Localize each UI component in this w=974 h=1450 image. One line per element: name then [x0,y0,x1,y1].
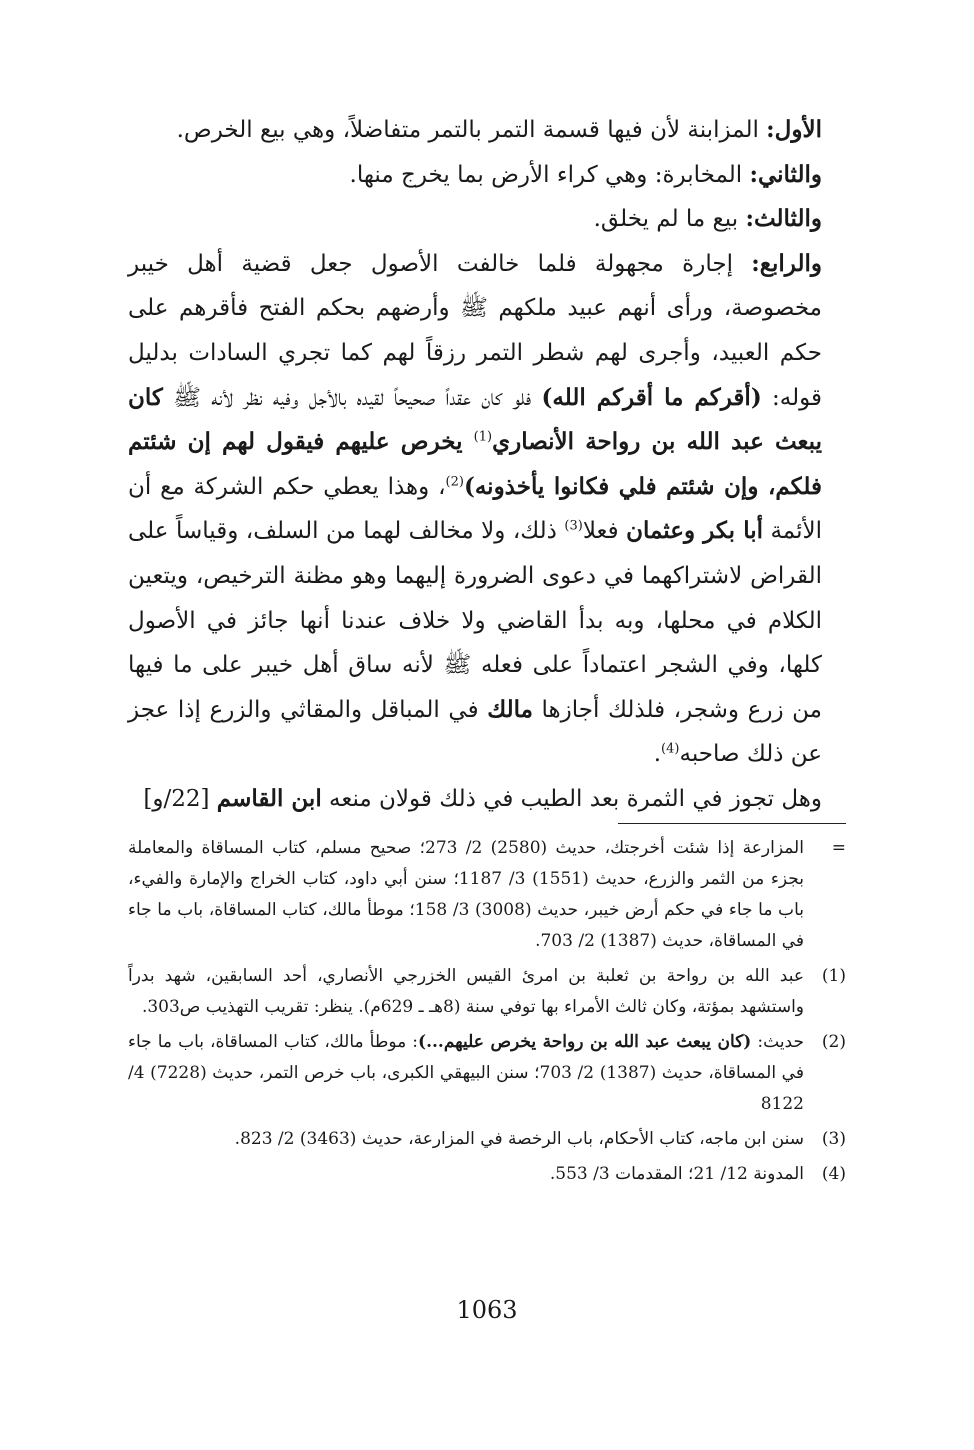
footnote-continued [128,833,846,957]
footnote-text: المزارعة إذا شئت أخرجتك، حديث (2580) 2/ 273؛ صحيح مسلم، كتاب المساقاة والمعاملة بجزء من الثمر والزرع، حديث (1551) 3/ 1187؛ سنن أبي داود، كتاب الخراج والإمارة والفيء، باب ما جاء في حكم أرض خيبر، حديث (3008) 3/ 158؛ موطأ مالك، كتاب المساقاة، باب ما جاء في المساقاة، حديث (1387) 2/ 703. [128,838,804,951]
footnote-number: (2) [821,1032,846,1052]
footnote-ref-2[interactable]: (2) [445,474,464,490]
footnote-3 [128,1124,846,1155]
manuscript-folio-marker: [22/و] [143,785,217,812]
heading-third: والثالث: [745,205,822,233]
footnote-text: المدونة 12/ 21؛ المقدمات 3/ 553. [549,1164,804,1184]
paragraph-first: الأول: المزابنة لأن فيها قسمة التمر بالتمر متفاضلاً، وهي بيع الخرص. [176,116,822,143]
footnote-number: (3) [821,1129,846,1149]
footnote-text: حديث: (كان يبعث عبد الله بن رواحة يخرص عليهم...): موطأ مالك، كتاب المساقاة، باب ما جاء في المساقاة، حديث (1387) 2/ 703؛ سنن البيهقي الكبرى، باب خرص التمر، حديث (7228) 4/ 8122 [128,1032,804,1114]
footnote-ref-3[interactable]: (3) [564,518,583,534]
footnotes [128,833,846,1194]
footnote-number: = [831,838,846,858]
heading-second: والثاني: [749,160,822,188]
footnote-4 [128,1159,846,1190]
paragraph-fifth: وهل تجوز في الثمرة بعد الطيب في ذلك قولان منعه ابن القاسم [22/و] [143,784,822,812]
footnote-ref-1[interactable]: (1) [473,429,493,445]
footnote-2 [128,1027,846,1120]
heading-first: الأول: [766,116,822,143]
footnote-separator [618,823,846,824]
paragraph-fourth: والرابع: إجارة مجهولة فلما خالفت الأصول جعل قضية أهل خيبر مخصوصة، ورأى أنهم عبيد ملكهم ﷺ وأرضهم بحكم الفتح فأقرهم على حكم العبيد، وأجرى لهم شطر التمر رزقاً لهم كما تجري السادات بدليل قوله: (أقركم ما أقركم الله) فلو كان عقداً صحيحاً لقيده بالأجل وفيه نظر لأنه ﷺ كان يبعث عبد الله بن رواحة الأنصاري$^{(1)}$ يخرص عليهم فيقول لهم إن شئتم فلكم، وإن شئتم فلي فكانوا يأخذونه)$^{(2)}$، وهذا يعطي حكم الشركة مع أن الأئمة أبا بكر وعثمان فعلا$^{(3)}$ ذلك، ولا مخالف لهما من السلف، وقياساً على القراض لاشتراكهما في دعوى الضرورة إليهما وهو مظنة الترخيص، ويتعين الكلام في محلها، وبه بدأ القاضي ولا خلاف عندنا أنها جائز في الأصول كلها، وفي الشجر اعتماداً على فعله ﷺ لأنه ساق أهل خيبر على ما فيها من زرع وشجر، فلذلك أجازها مالك في المباقل والمقاثي والزرع إذا عجز عن ذلك صاحبه$^{(4)}$. [128,249,823,768]
footnote-ref-4[interactable]: (4) [661,741,680,757]
paragraph-third: والثالث: بيع ما لم يخلق. [593,205,822,233]
heading-fourth: والرابع: [751,249,822,277]
paragraph-second: والثاني: المخابرة: وهي كراء الأرض بما يخرج منها. [349,160,822,188]
footnote-1 [128,961,846,1023]
footnote-number: (4) [821,1164,846,1184]
footnote-text: عبد الله بن رواحة بن ثعلبة بن امرئ القيس الخزرجي الأنصاري، أحد السابقين، شهد بدراً واستشهد بمؤتة، وكان ثالث الأمراء بها توفي سنة (8هـ ـ 629م). ينظر: تقريب التهذيب ص303. [128,966,804,1017]
page-number: 1063 [456,1296,518,1324]
footnote-number: (1) [821,966,846,986]
footnote-text: سنن ابن ماجه، كتاب الأحكام، باب الرخصة في المزارعة، حديث (3463) 2/ 823. [234,1129,804,1149]
main-text [128,108,846,822]
